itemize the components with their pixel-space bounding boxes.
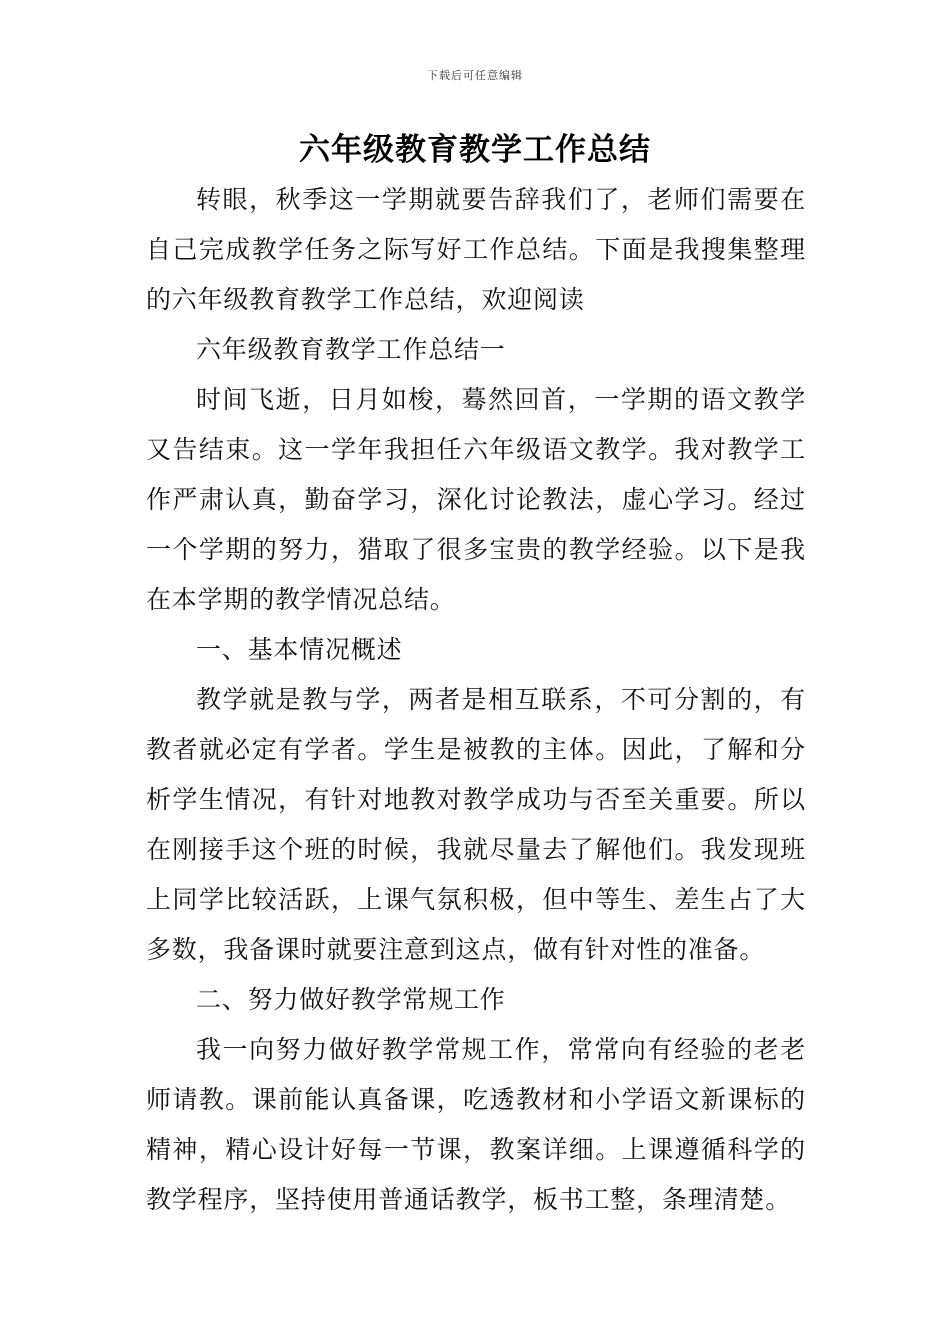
section-heading: 一、基本情况概述: [196, 635, 403, 664]
section-heading: 六年级教育教学工作总结一: [196, 335, 506, 364]
intro-paragraph: 转眼，秋季这一学期就要告辞我们了，老师们需要在自己完成教学任务之际写好工作总结。下面是我搜集整理的六年级教育教学工作总结，欢迎阅读: [146, 185, 806, 314]
section-heading: 二、努力做好教学常规工作: [196, 985, 506, 1014]
document-body: [146, 175, 806, 1225]
body-paragraph: 我一向努力做好教学常规工作，常常向有经验的老老师请教。课前能认真备课，吃透教材和小学语文新课标的精神，精心设计好每一节课，教案详细。上课遵循科学的教学程序，坚持使用普通话教学，板书工整，条理清楚。: [146, 1035, 806, 1214]
header-note: 下载后可任意编辑: [427, 69, 523, 82]
body-paragraph: 教学就是教与学，两者是相互联系，不可分割的，有教者就必定有学者。学生是被教的主体。因此，了解和分析学生情况，有针对地教对教学成功与否至关重要。所以在刚接手这个班的时候，我就尽量去了解他们。我发现班上同学比较活跃，上课气氛积极，但中等生、差生占了大多数，我备课时就要注意到这点，做有针对性的准备。: [146, 685, 806, 964]
document-title: 六年级教育教学工作总结: [299, 132, 651, 168]
body-paragraph: 时间飞逝，日月如梭，蓦然回首，一学期的语文教学又告结束。这一学年我担任六年级语文教学。我对教学工作严肃认真，勤奋学习，深化讨论教法，虚心学习。经过一个学期的努力，猎取了很多宝贵的教学经验。以下是我在本学期的教学情况总结。: [146, 385, 806, 614]
